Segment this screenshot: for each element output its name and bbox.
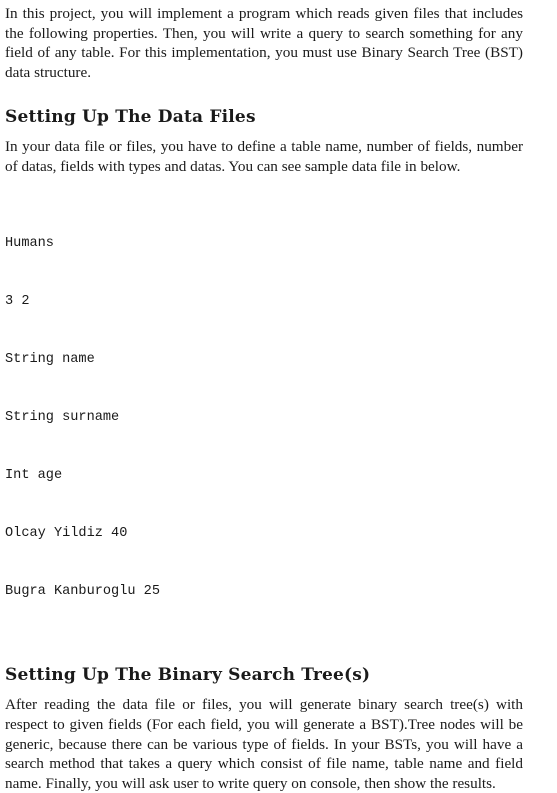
code-line: Bugra Kanburoglu 25: [5, 583, 160, 599]
code-line: Int age: [5, 467, 63, 483]
code-line: String surname: [5, 409, 120, 425]
code-line: Olcay Yildiz 40: [5, 525, 128, 541]
code-line: Humans: [5, 236, 54, 252]
data-files-paragraph: In your data file or files, you have to define a table name, number of fields, number of datas, fields with types and datas. You can see sample data file in below.: [5, 138, 523, 175]
intro-paragraph: In this project, you will implement a program which reads given files that includes the following properties. Then, you will write a query to search something for any field of any table. For this implementation, you must use Binary Search Tree (BST) data structure.: [5, 5, 523, 81]
code-line: 3 2: [5, 294, 30, 310]
document-page: [5, 4, 523, 793]
section-heading-bst: Setting Up The Binary Search Tree(s): [5, 665, 371, 686]
bst-paragraph: After reading the data file or files, you will generate binary search tree(s) with respect to given fields (For each field, you will generate a BST).Tree nodes will be generic, because there can be various type of fields. In your BSTs, you will have a search method that takes a query which consist of file name, table name and field name. Finally, you will ask user to write query on console, then show the results.: [5, 696, 523, 792]
section-heading-data-files: Setting Up The Data Files: [5, 107, 256, 128]
code-line: String name: [5, 351, 95, 367]
sample-data-code-block: [5, 196, 523, 640]
